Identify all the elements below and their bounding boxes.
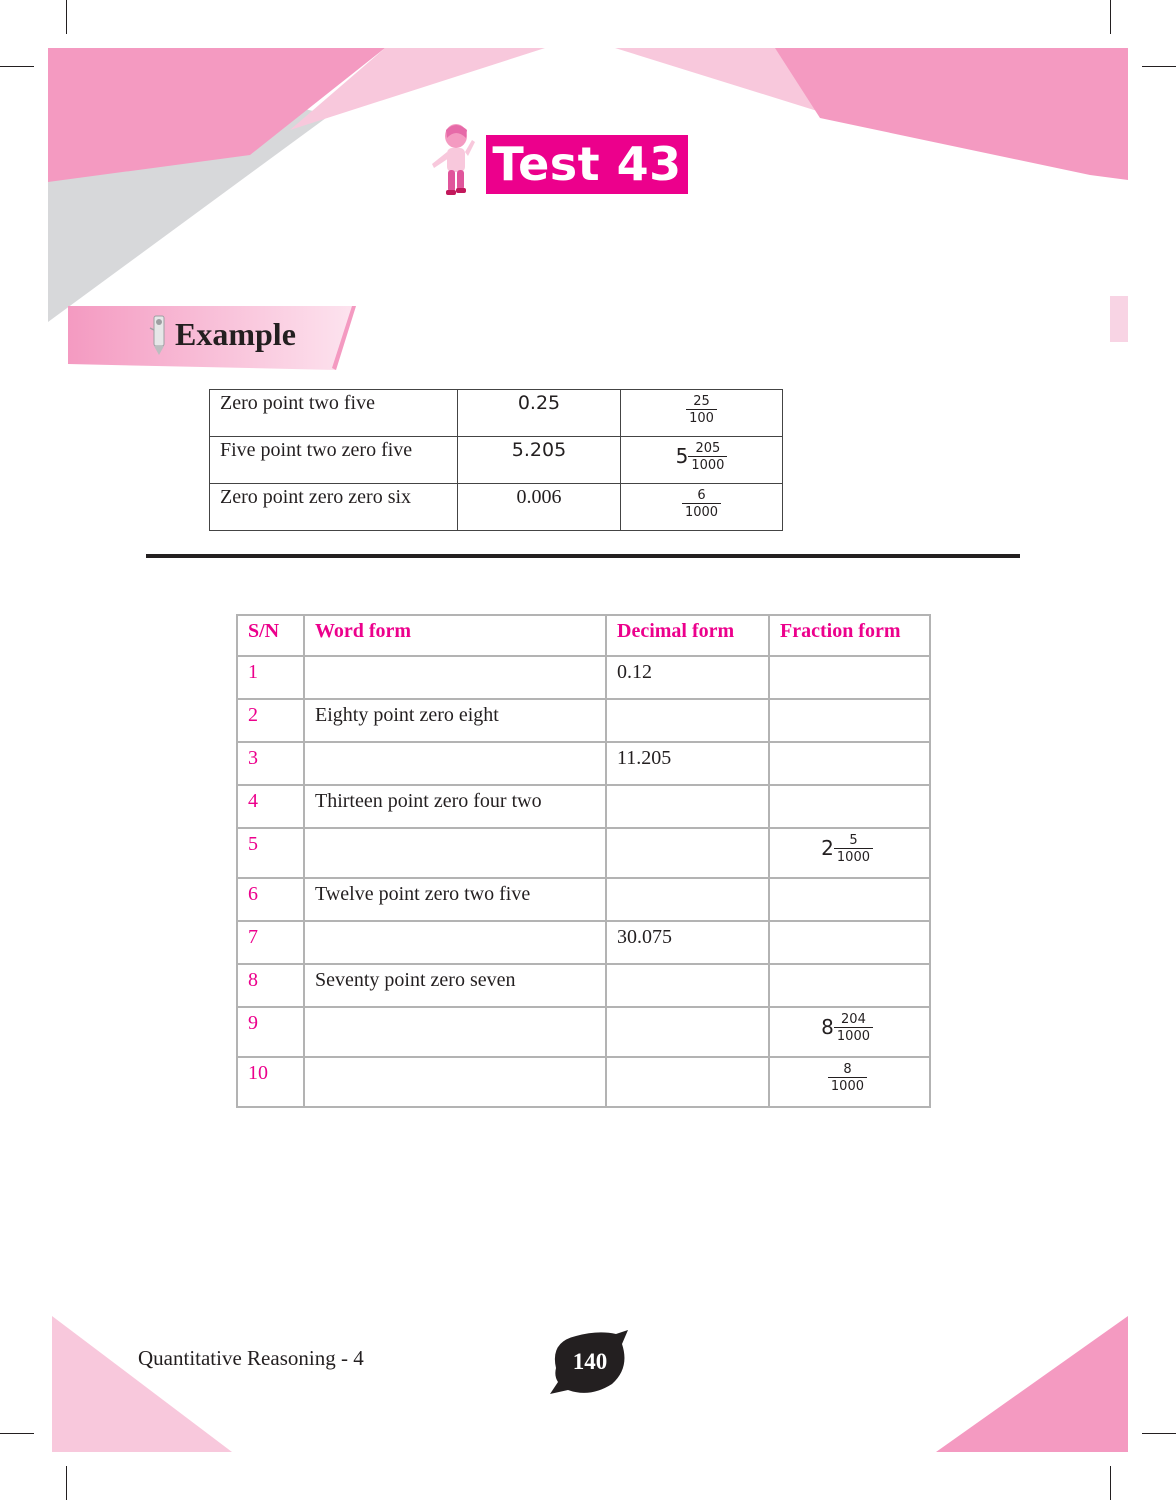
word-cell — [304, 1007, 606, 1057]
header-decimal-form: Decimal form — [606, 615, 769, 656]
sn-cell: 3 — [237, 742, 304, 785]
page-title: Test 43 — [486, 135, 688, 194]
page-number: 140 — [572, 1349, 608, 1374]
fraction-cell — [769, 828, 930, 878]
decimal-cell — [606, 964, 769, 1007]
decimal-cell: 0.006 — [458, 484, 621, 531]
decimal-cell — [606, 699, 769, 742]
word-cell: Twelve point zero two five — [304, 878, 606, 921]
word-cell: Five point two zero five — [210, 437, 458, 484]
fraction-cell — [621, 390, 783, 437]
word-cell: Eighty point zero eight — [304, 699, 606, 742]
fraction-cell — [621, 484, 783, 531]
word-cell — [304, 656, 606, 699]
book-title: Quantitative Reasoning - 4 — [138, 1346, 364, 1370]
sn-cell: 2 — [237, 699, 304, 742]
fraction-cell — [769, 742, 930, 785]
word-cell: Zero point zero zero six — [210, 484, 458, 531]
decimal-cell — [606, 1007, 769, 1057]
table-row — [210, 437, 783, 484]
decimal-cell: 0.12 — [606, 656, 769, 699]
header-fraction-form: Fraction form — [769, 615, 930, 656]
word-cell: Thirteen point zero four two — [304, 785, 606, 828]
fraction-cell — [621, 437, 783, 484]
decimal-cell — [606, 1057, 769, 1107]
decimal-cell: 11.205 — [606, 742, 769, 785]
decimal-cell: 0.25 — [458, 390, 621, 437]
example-heading: Example — [175, 316, 296, 352]
fraction-cell — [769, 656, 930, 699]
table-row — [237, 921, 930, 964]
header-sn: S/N — [237, 615, 304, 656]
word-cell — [304, 828, 606, 878]
fraction-cell — [769, 964, 930, 1007]
sn-cell: 7 — [237, 921, 304, 964]
sn-cell: 10 — [237, 1057, 304, 1107]
fraction: $\frac{204}{1000}$ — [834, 1012, 873, 1044]
word-cell — [304, 921, 606, 964]
girl-character-icon — [420, 122, 480, 197]
decimal-cell: 30.075 — [606, 921, 769, 964]
decimal-cell — [606, 828, 769, 878]
fraction: $\frac{25}{100}$ — [686, 394, 717, 426]
sn-cell: 5 — [237, 828, 304, 878]
pencil-mascot-icon — [146, 312, 172, 356]
table-row — [210, 484, 783, 531]
table-row — [237, 1057, 930, 1107]
fraction-whole: 5 — [675, 444, 689, 468]
table-row — [237, 828, 930, 878]
fraction: $\frac{5}{1000}$ — [834, 833, 873, 865]
table-row — [237, 878, 930, 921]
sn-cell: 9 — [237, 1007, 304, 1057]
decimal-cell — [606, 878, 769, 921]
sn-cell: 6 — [237, 878, 304, 921]
fraction: $\frac{8}{1000}$ — [828, 1062, 867, 1094]
sn-cell: 8 — [237, 964, 304, 1007]
word-cell — [304, 742, 606, 785]
divider — [146, 554, 1020, 558]
fraction-cell — [769, 699, 930, 742]
table-header-row — [237, 615, 930, 656]
table-row — [210, 390, 783, 437]
fraction-cell — [769, 1007, 930, 1057]
decimal-cell: 5.205 — [458, 437, 621, 484]
fraction-whole: 2 — [821, 836, 834, 860]
sn-cell: 4 — [237, 785, 304, 828]
word-cell — [304, 1057, 606, 1107]
table-row — [237, 699, 930, 742]
table-row — [237, 656, 930, 699]
fraction-whole: 8 — [821, 1015, 834, 1039]
example-table — [209, 389, 783, 531]
table-row — [237, 785, 930, 828]
word-cell: Zero point two five — [210, 390, 458, 437]
fraction: $\frac{205}{1000}$ — [688, 441, 727, 473]
fraction-cell — [769, 1057, 930, 1107]
decimal-cell — [606, 785, 769, 828]
fraction-cell — [769, 921, 930, 964]
exercise-table — [236, 614, 931, 1108]
fraction-cell — [769, 785, 930, 828]
header-word-form: Word form — [304, 615, 606, 656]
fraction: $\frac{6}{1000}$ — [682, 488, 721, 520]
sn-cell: 1 — [237, 656, 304, 699]
fraction-cell — [769, 878, 930, 921]
table-row — [237, 964, 930, 1007]
table-row — [237, 742, 930, 785]
table-row — [237, 1007, 930, 1057]
word-cell: Seventy point zero seven — [304, 964, 606, 1007]
